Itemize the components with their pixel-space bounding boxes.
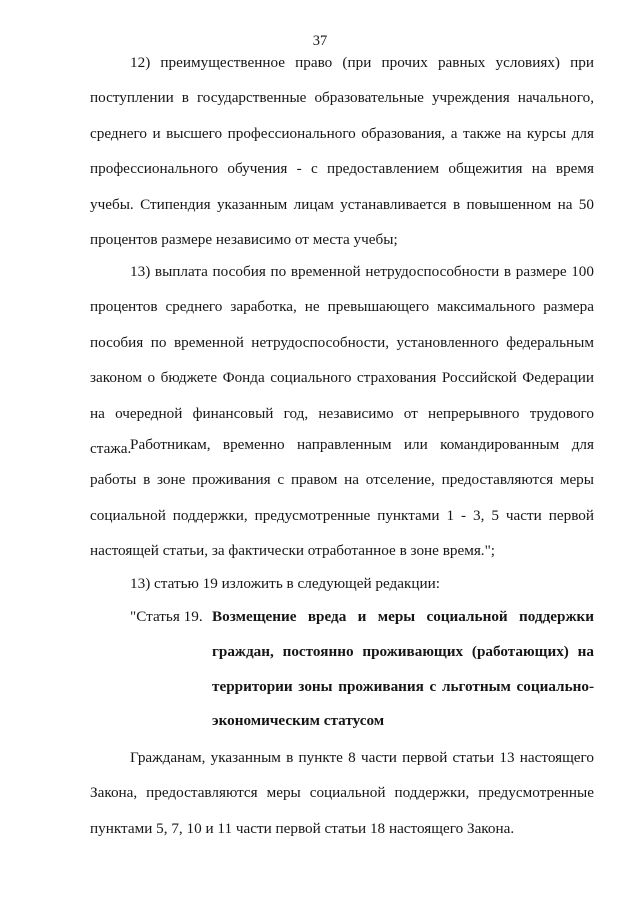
paragraph-item-13: 13) выплата пособия по временной нетрудоспособности в размере 100 процентов среднего заработка, не превышающего максимального размера пособия по временной нетрудоспособности, установленного федеральным законом о бюджете Фонда социального страхования Российской Федерации на очередной финансовый год, независимо от непрерывного трудового стажа. xyxy=(90,263,594,458)
article-title: Возмещение вреда и меры социальной поддержки граждан, постоянно проживающих (работающих) на территории зоны проживания с льготным социально-экономическим статусом xyxy=(212,608,594,730)
paragraph-workers: Работникам, временно направленным или командированным для работы в зоне проживания с правом на отселение, предоставляются меры социальной поддержки, предусмотренные пунктами 1 - 3, 5 части первой настоящей статьи, за фактически отработанное в зоне время."; xyxy=(90,436,594,560)
paragraph-citizens: Гражданам, указанным в пункте 8 части первой статьи 13 настоящего Закона, предоставляются меры социальной поддержки, предусмотренные пунктами 5, 7, 10 и 11 части первой статьи 18 настоящего Закона. xyxy=(90,749,594,837)
paragraph-item-12-text: 12) преимущественное право (при прочих равных условиях) при поступлении в государственные образовательные учреждения начального, среднего и высшего профессионального образования, а также на курсы для профессионального обучения - с предоставлением общежития на время учебы. Стипендия указанным лицам устанавливается в повышенном на 50 процентов размере независимо от места учебы; xyxy=(90,54,594,249)
paragraph-amendment: 13) статью 19 изложить в следующей редакции: xyxy=(130,575,440,592)
page-number: 37 xyxy=(312,33,328,49)
article-number: "Статья 19. xyxy=(130,608,203,625)
paragraph-item-12 xyxy=(90,45,594,257)
